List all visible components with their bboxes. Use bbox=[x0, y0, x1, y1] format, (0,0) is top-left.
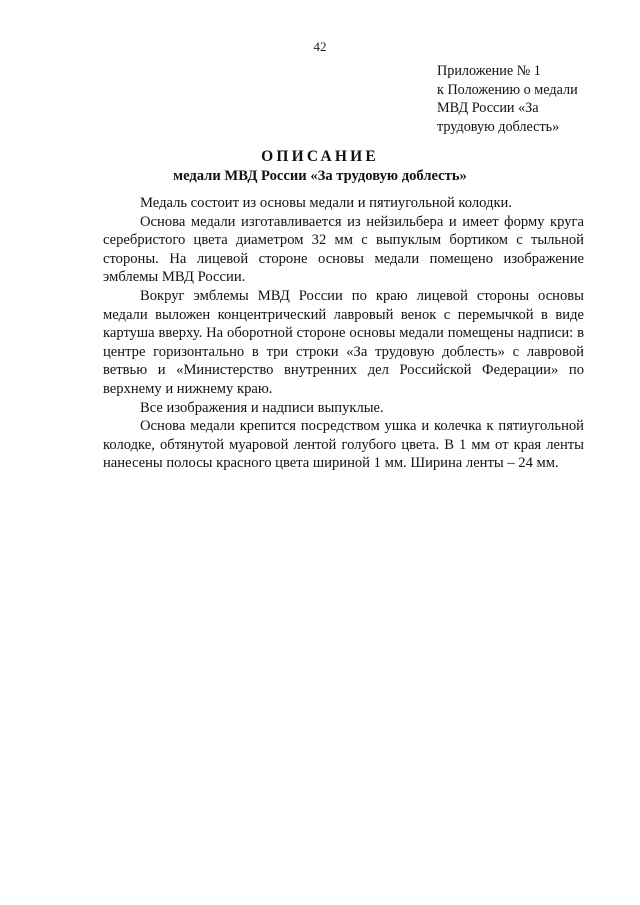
page-number: 42 bbox=[313, 39, 327, 54]
appendix-line: к Положению о медали bbox=[437, 81, 578, 98]
appendix-line: трудовую доблесть» bbox=[437, 118, 560, 135]
appendix-line: МВД России «За bbox=[437, 100, 539, 116]
document-subtitle: медали МВД России «За трудовую доблесть» bbox=[173, 168, 467, 184]
appendix-header bbox=[437, 62, 617, 136]
appendix-line: Приложение № 1 bbox=[437, 63, 541, 79]
paragraph: Все изображения и надписи выпуклые. bbox=[140, 399, 384, 416]
paragraph: Основа медали крепится посредством ушка и колечка к пятиугольной колодке, обтянутой муаровой лентой голубого цвета. В 1 мм от края ленты нанесены полосы красного цвета шириной 1 мм. Ширина ленты – 24 мм. bbox=[103, 418, 584, 472]
document-body bbox=[103, 194, 584, 473]
paragraph: Медаль состоит из основы медали и пятиугольной колодки. bbox=[140, 195, 513, 211]
paragraph: Основа медали изготавливается из нейзильбера и имеет форму круга серебристого цвета диаметром 32 мм с выпуклым бортиком с тыльной стороны. На лицевой стороне основы медали помещено изображение эмблемы МВД России. bbox=[103, 213, 584, 286]
paragraph: Вокруг эмблемы МВД России по краю лицевой стороны основы медали выложен концентрический лавровый венок с перемычкой в виде картуша вверху. На оборотной стороне основы медали помещены надписи: в центре горизонтально в три строки «За трудовую доблесть» с лавровой ветвью и «Министерство внутренних дел Российской Федерации» по верхнему и нижнему краю. bbox=[103, 287, 584, 397]
document-title: ОПИСАНИЕ bbox=[261, 148, 379, 165]
